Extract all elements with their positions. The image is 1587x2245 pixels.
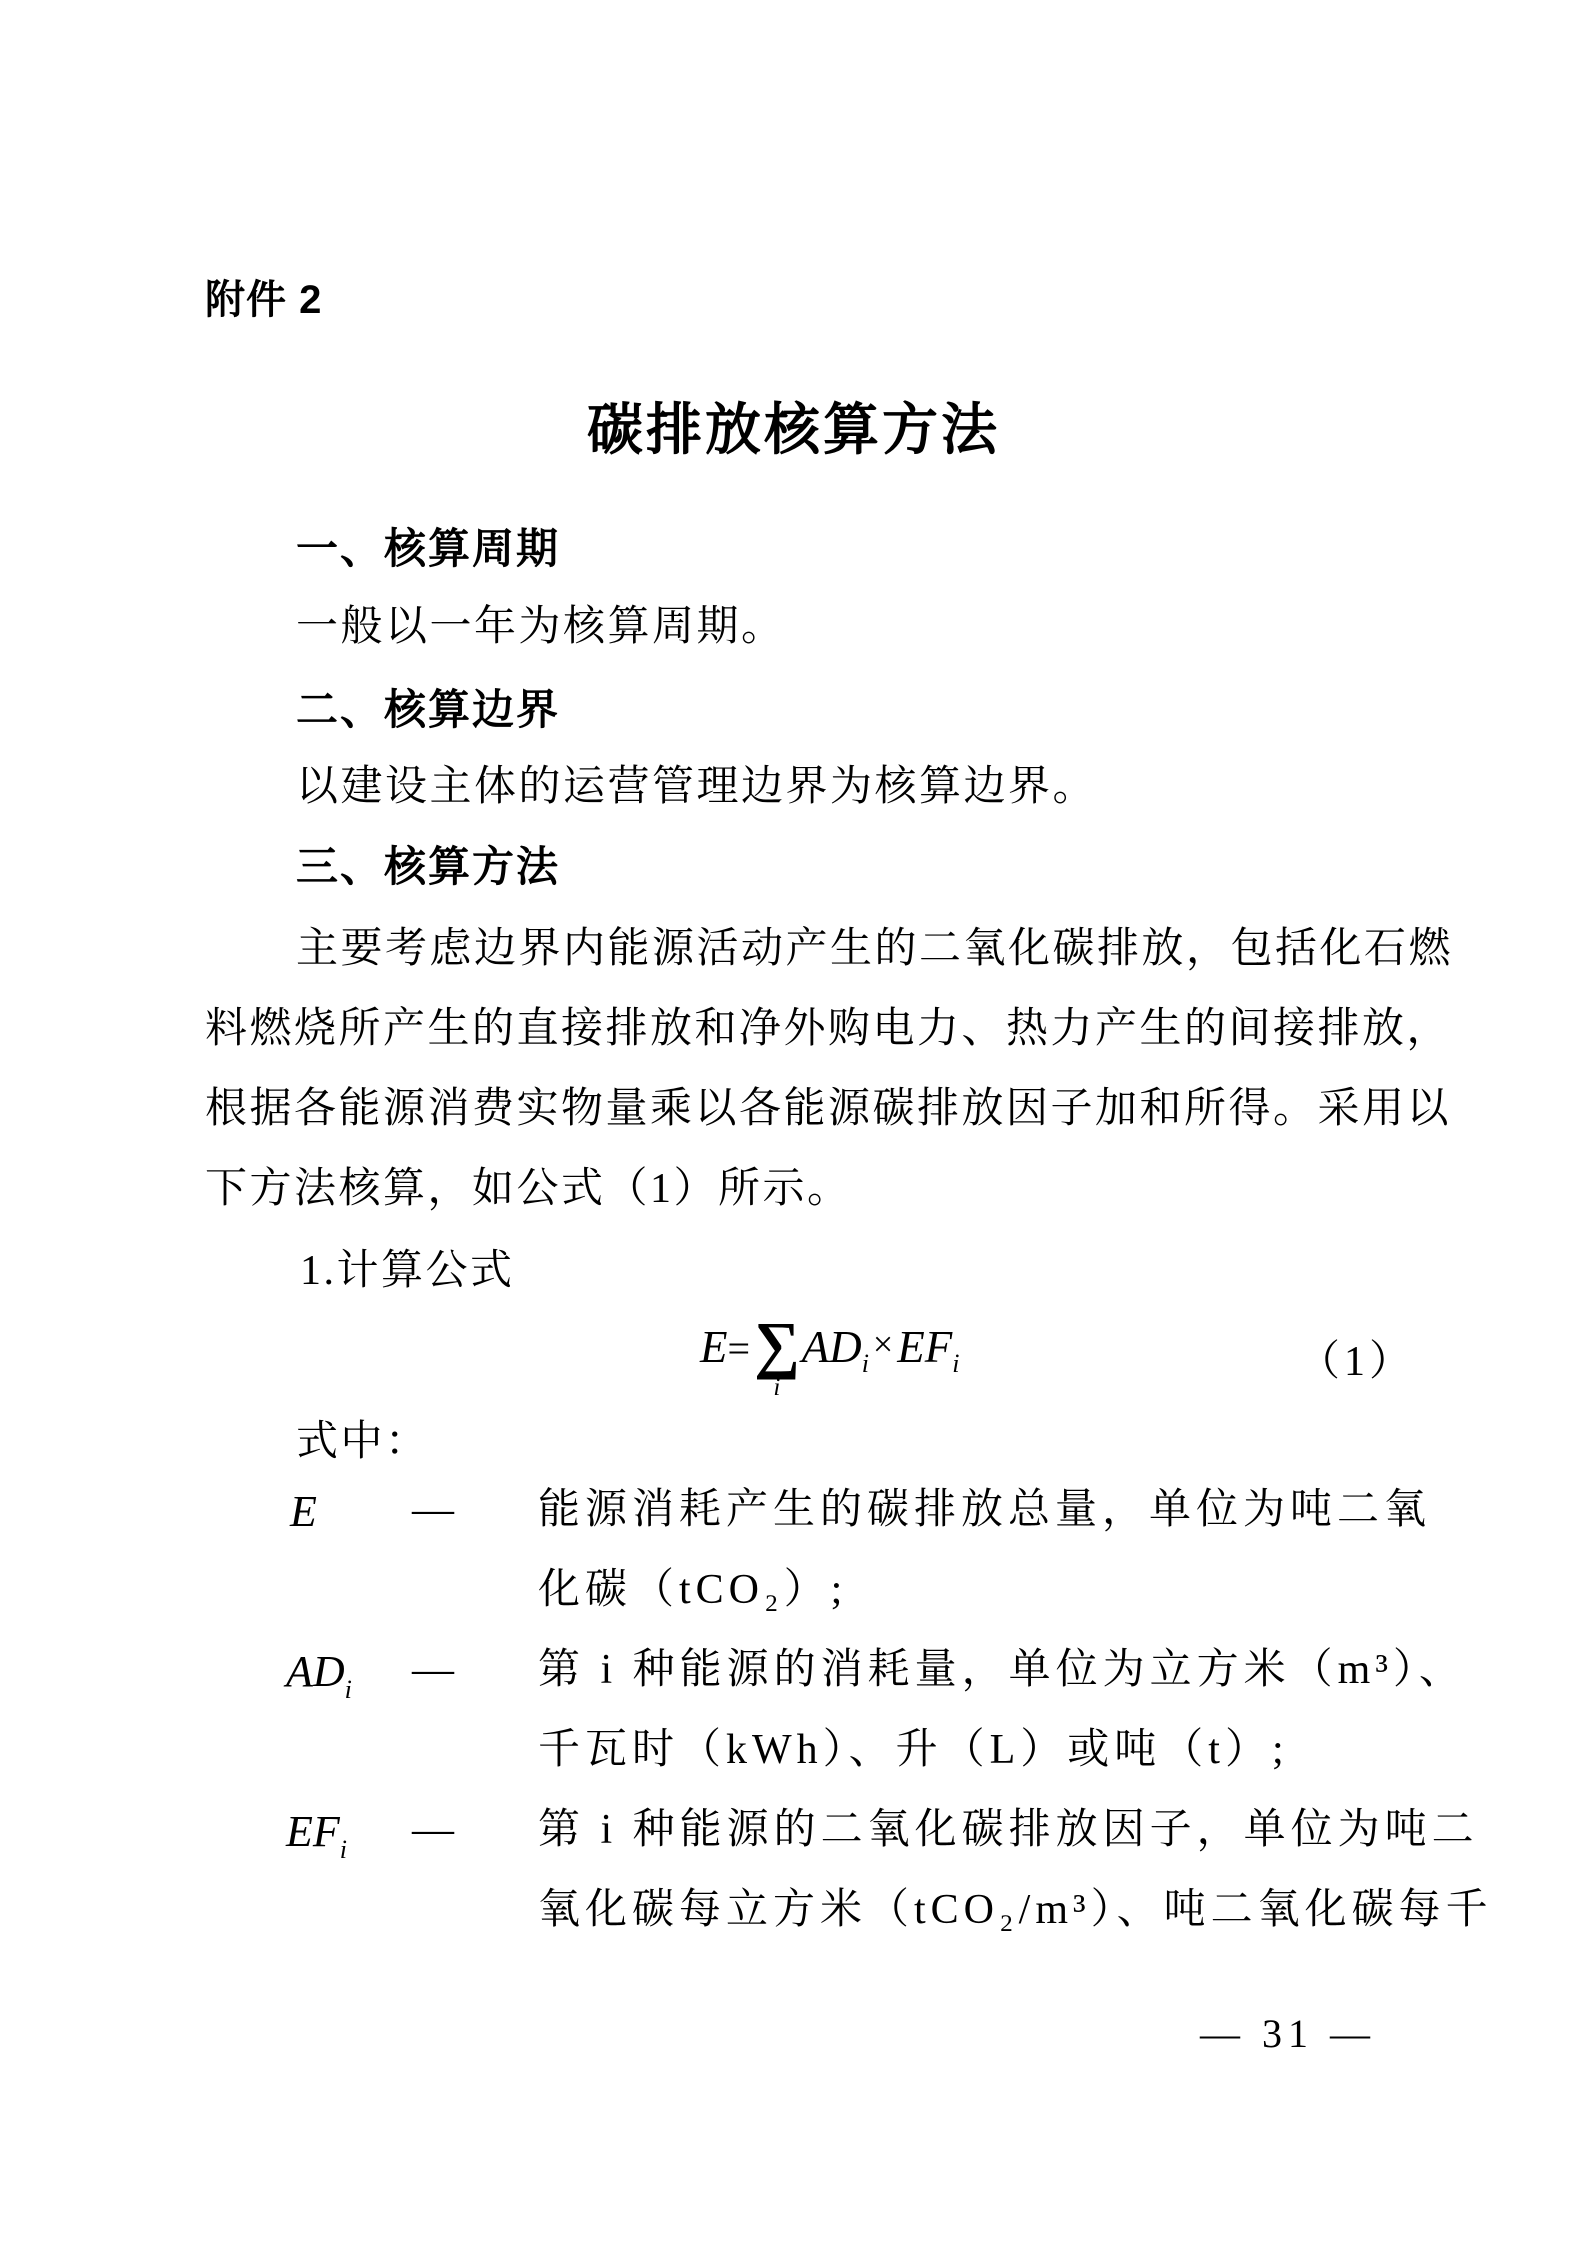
- attachment-label: 附件 2: [205, 278, 323, 322]
- definition-text: 化碳（tCO₂）;: [538, 1567, 848, 1613]
- paragraph-line: 根据各能源消费实物量乘以各能源碳排放因子加和所得。采用以: [205, 1086, 1452, 1132]
- formula-term1-subscript: i: [861, 1349, 869, 1379]
- formula-label: 1.计算公式: [300, 1248, 515, 1294]
- definition-text: 第 i 种能源的二氧化碳排放因子，单位为吨二: [538, 1807, 1479, 1853]
- section-heading-2: 二、核算边界: [296, 686, 561, 733]
- equation-number: （1）: [1298, 1339, 1416, 1385]
- section-heading-3: 三、核算方法: [296, 843, 561, 890]
- multiplication-sign: ×: [872, 1324, 894, 1365]
- page-number: — 31 —: [1200, 2011, 1376, 2056]
- where-label: 式中：: [296, 1419, 430, 1465]
- definition-dash: —: [412, 1487, 454, 1533]
- formula-term2-subscript: i: [952, 1349, 960, 1379]
- section-2-body: 以建设主体的运营管理边界为核算边界。: [296, 764, 1098, 810]
- definition-symbol: E: [290, 1487, 317, 1536]
- section-1-body: 一般以一年为核算周期。: [296, 604, 786, 650]
- definition-text: 氧化碳每立方米（tCO₂/m³）、吨二氧化碳每千: [538, 1887, 1493, 1933]
- summation-symbol: ∑ i: [754, 1309, 800, 1401]
- paragraph-line: 料燃烧所产生的直接排放和净外购电力、热力产生的间接排放，: [205, 1006, 1452, 1052]
- definition-text: 第 i 种能源的消耗量，单位为立方米（m³）、: [538, 1647, 1466, 1693]
- definition-text: 千瓦时（kWh）、升（L）或吨（t）;: [538, 1727, 1289, 1773]
- definition-symbol: ADi: [286, 1647, 352, 1704]
- formula-lhs: E: [700, 1322, 728, 1373]
- paragraph-line: 主要考虑边界内能源活动产生的二氧化碳排放，包括化石燃: [296, 926, 1454, 972]
- formula: [700, 1309, 960, 1401]
- definition-dash: —: [412, 1647, 454, 1693]
- definition-text: 能源消耗产生的碳排放总量，单位为吨二氧: [538, 1487, 1432, 1533]
- section-heading-1: 一、核算周期: [296, 525, 561, 572]
- formula-equals: =: [727, 1326, 751, 1372]
- document-title: 碳排放核算方法: [587, 400, 1000, 462]
- definition-symbol: EFi: [286, 1807, 347, 1864]
- formula-term2: EF: [897, 1322, 953, 1373]
- paragraph-line: 下方法核算，如公式（1）所示。: [205, 1166, 852, 1212]
- formula-term1: AD: [801, 1322, 862, 1373]
- definition-dash: —: [412, 1807, 454, 1853]
